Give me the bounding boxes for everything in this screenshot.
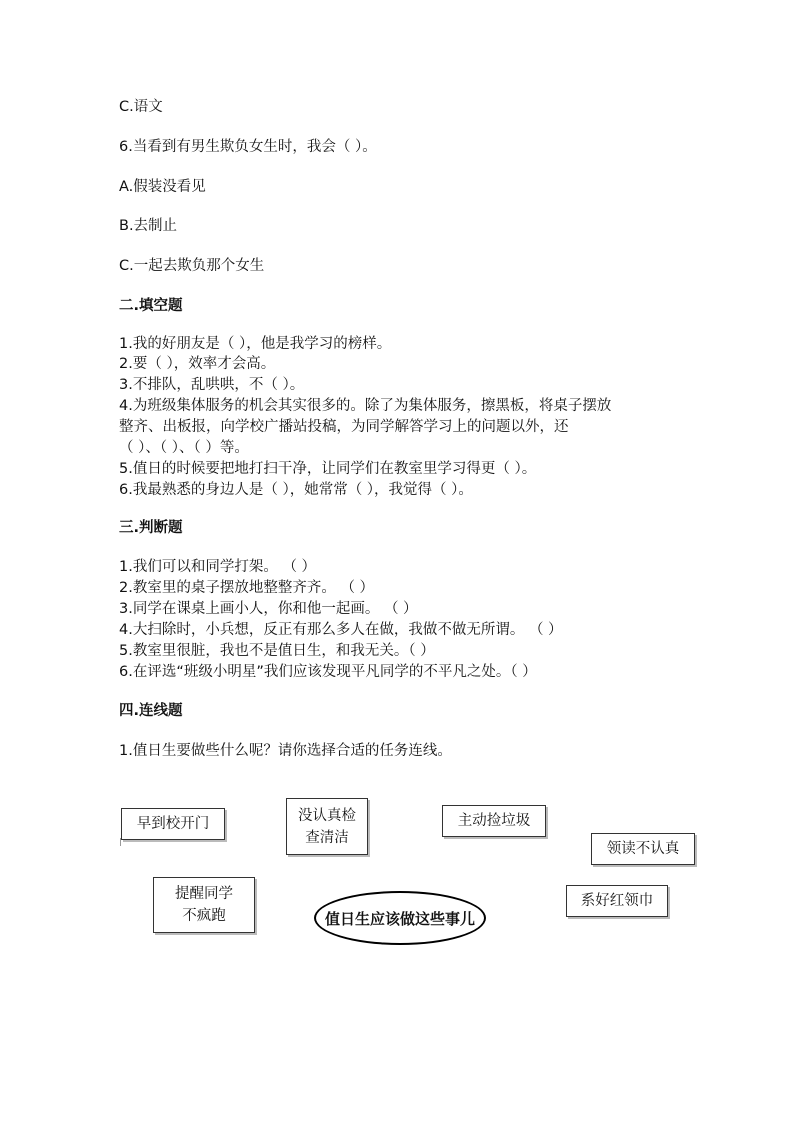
judge-line-5: 5.教室里很脏，我也不是值日生，和我无关。（ ）: [119, 643, 435, 659]
task-box-red-scarf[interactable]: [566, 885, 668, 917]
judge-line-3: 3.同学在课桌上画小人，你和他一起画。 （ ）: [119, 601, 418, 617]
judge-line-4: 4.大扫除时，小兵想，反正有那么多人在做，我做不做无所谓。 （ ）: [119, 622, 563, 638]
fill-line-5: 整齐、出板报，向学校广播站投稿，为同学解答学习上的问题以外，还: [119, 419, 569, 435]
task-box-open-door[interactable]: [121, 808, 225, 840]
judge-section-title: 三.判断题: [119, 520, 183, 536]
fill-line-1: 1.我的好朋友是（ ），他是我学习的榜样。: [119, 336, 392, 352]
task-box-text: 提醒同学: [175, 886, 233, 902]
match-section-title: 四.连线题: [119, 703, 183, 719]
fill-line-4: 4.为班级集体服务的机会其实很多的。除了为集体服务，擦黑板，将桌子摆放: [119, 398, 612, 414]
task-box-text: 不疯跑: [182, 908, 226, 924]
q6-stem: 6.当看到有男生欺负女生时，我会（ ）。: [119, 139, 377, 155]
fill-line-6: （ ）、（ ）、（ ）等。: [119, 440, 249, 456]
q5-option-c: C.语文: [119, 99, 163, 115]
task-box-text: 查清洁: [305, 829, 349, 846]
q6-option-b: B.去制止: [119, 218, 178, 234]
center-oval-label: 值日生应该做这些事儿: [324, 909, 475, 928]
match-question: 1.值日生要做些什么呢？请你选择合适的任务连线。: [119, 743, 452, 759]
q6-option-c: C.一起去欺负那个女生: [119, 258, 265, 274]
q6-option-a: A.假装没看见: [119, 179, 206, 195]
fill-line-7: 5.值日的时候要把地打扫干净，让同学们在教室里学习得更（ ）。: [119, 461, 537, 477]
fill-line-2: 2.要（ ），效率才会高。: [119, 356, 276, 372]
task-box-text: 系好红领巾: [580, 893, 654, 909]
judge-line-2: 2.教室里的桌子摆放地整整齐齐。 （ ）: [119, 580, 375, 596]
fill-line-3: 3.不排队，乱哄哄，不（ ）。: [119, 377, 305, 393]
task-box-text: 早到校开门: [136, 816, 210, 832]
judge-line-1: 1.我们可以和同学打架。 （ ）: [119, 559, 317, 575]
task-box-text: 领读不认真: [606, 841, 680, 857]
task-box-text: 没认真检: [298, 807, 356, 824]
task-box-pick-trash[interactable]: [442, 805, 546, 837]
judge-line-6: 6.在评选“班级小明星”我们应该发现平凡同学的不平凡之处。（ ）: [119, 664, 537, 680]
task-box-lead-reading[interactable]: [591, 833, 695, 865]
task-box-text: 主动捡垃圾: [457, 813, 531, 829]
fill-section-title: 二.填空题: [119, 298, 183, 314]
task-box-remind-no-running[interactable]: [153, 877, 255, 933]
fill-line-8: 6.我最熟悉的身边人是（ ），她常常（ ），我觉得（ ）。: [119, 482, 473, 498]
center-oval[interactable]: [314, 891, 486, 945]
task-box-not-checking[interactable]: [286, 798, 368, 855]
